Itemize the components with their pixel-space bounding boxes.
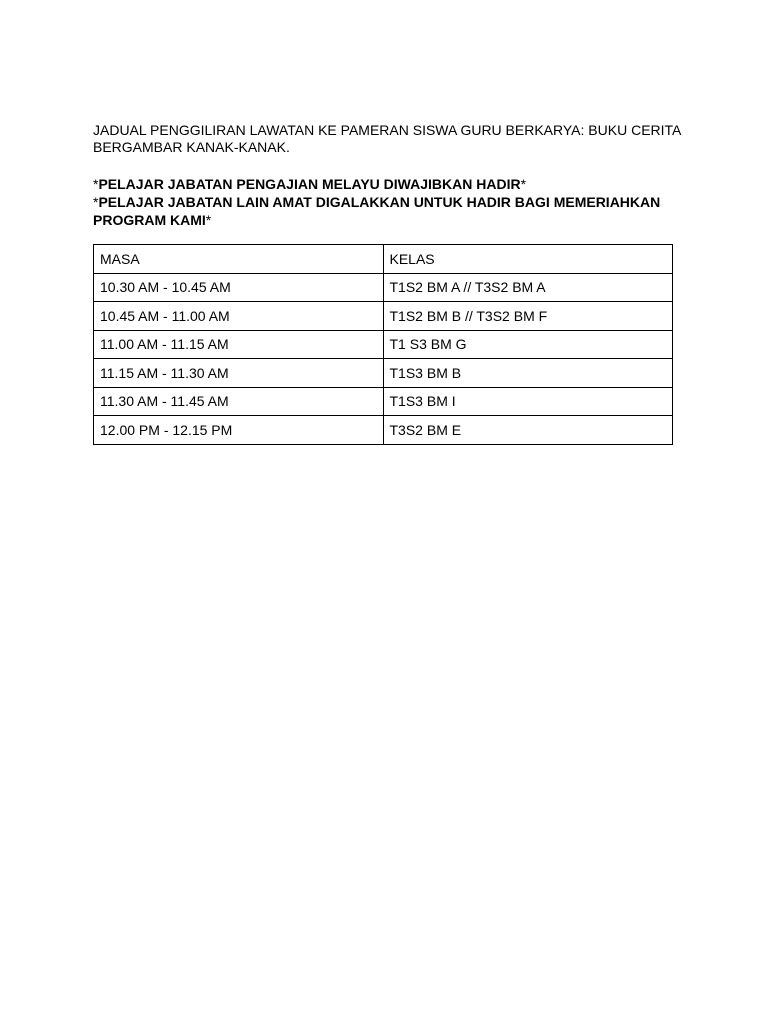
table-row xyxy=(94,416,673,445)
class-cell: T1S2 BM A // T3S2 BM A xyxy=(383,273,673,302)
notes-block xyxy=(93,175,683,229)
time-cell: 11.00 AM - 11.15 AM xyxy=(94,330,384,359)
note-encouraged xyxy=(93,193,683,229)
table-row xyxy=(94,302,673,331)
note-mandatory xyxy=(93,175,683,193)
class-cell: T1S3 BM B xyxy=(383,359,673,388)
class-cell: T1 S3 BM G xyxy=(383,330,673,359)
time-cell: 10.45 AM - 11.00 AM xyxy=(94,302,384,331)
table-header-row xyxy=(94,245,673,274)
time-cell: 11.15 AM - 11.30 AM xyxy=(94,359,384,388)
note-suffix: * xyxy=(520,176,527,192)
table-row xyxy=(94,359,673,388)
document-title: JADUAL PENGGILIRAN LAWATAN KE PAMERAN SISWA GURU BERKARYA: BUKU CERITA BERGAMBAR KANAK-KANAK. xyxy=(93,122,681,155)
document-page xyxy=(93,122,683,445)
time-cell: 11.30 AM - 11.45 AM xyxy=(94,387,384,416)
schedule-table xyxy=(93,244,673,445)
time-cell: 12.00 PM - 12.15 PM xyxy=(94,416,384,445)
class-cell: T1S3 BM I xyxy=(383,387,673,416)
table-row xyxy=(94,330,673,359)
table-row xyxy=(94,273,673,302)
table-row xyxy=(94,387,673,416)
note-text: PELAJAR JABATAN PENGAJIAN MELAYU DIWAJIBKAN HADIR xyxy=(98,176,521,192)
note-suffix: * xyxy=(205,212,212,228)
header-cell-masa: MASA xyxy=(94,245,384,274)
note-prefix: * xyxy=(93,176,99,192)
class-cell: T3S2 BM E xyxy=(383,416,673,445)
class-cell: T1S2 BM B // T3S2 BM F xyxy=(383,302,673,331)
time-cell: 10.30 AM - 10.45 AM xyxy=(94,273,384,302)
header-cell-kelas: KELAS xyxy=(383,245,673,274)
note-prefix: * xyxy=(93,194,99,210)
note-text: PELAJAR JABATAN LAIN AMAT DIGALAKKAN UNTUK HADIR BAGI MEMERIAHKAN PROGRAM KAMI xyxy=(93,194,661,228)
